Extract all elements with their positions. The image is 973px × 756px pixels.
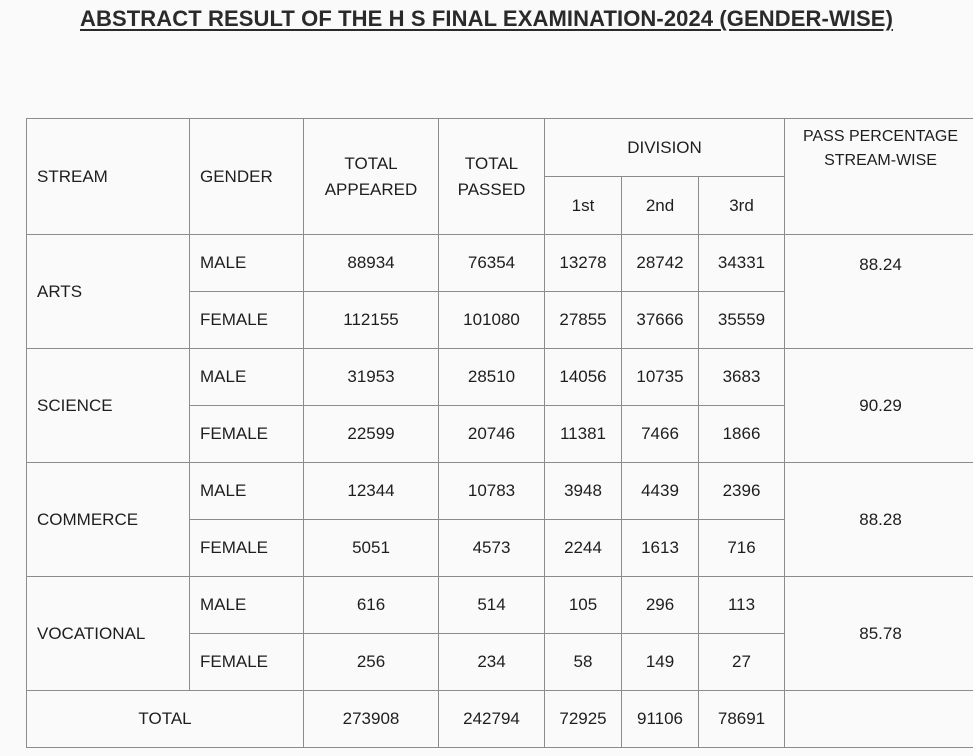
div-1st-cell: 14056 [545, 349, 622, 406]
appeared-cell: 22599 [304, 406, 439, 463]
total-row [27, 691, 973, 748]
div-2nd-cell: 28742 [622, 235, 699, 292]
appeared-cell: 5051 [304, 520, 439, 577]
appeared-cell: 616 [304, 577, 439, 634]
total-div-3rd: 78691 [699, 691, 785, 748]
div-1st-cell: 11381 [545, 406, 622, 463]
appeared-cell: 112155 [304, 292, 439, 349]
div-2nd-cell: 149 [622, 634, 699, 691]
div-1st-cell: 3948 [545, 463, 622, 520]
div-3rd-cell: 2396 [699, 463, 785, 520]
total-passed: 242794 [439, 691, 545, 748]
header-total-appeared [304, 119, 439, 235]
gender-cell: MALE [190, 577, 304, 634]
header-stream: STREAM [27, 119, 190, 235]
pass-percentage-vocational: 85.78 [785, 577, 973, 691]
gender-cell: FEMALE [190, 406, 304, 463]
gender-cell: MALE [190, 235, 304, 292]
gender-cell: FEMALE [190, 292, 304, 349]
div-2nd-cell: 4439 [622, 463, 699, 520]
stream-vocational: VOCATIONAL [27, 577, 190, 691]
header-pass-percentage-label: PASS PERCENTAGE STREAM-WISE [803, 128, 959, 169]
div-3rd-cell: 27 [699, 634, 785, 691]
div-3rd-cell: 3683 [699, 349, 785, 406]
div-2nd-cell: 10735 [622, 349, 699, 406]
div-3rd-cell: 1866 [699, 406, 785, 463]
header-total-appeared-label: TOTAL APPEARED [324, 153, 418, 199]
stream-arts: ARTS [27, 235, 190, 349]
header-total-passed-label: TOTAL PASSED [457, 153, 526, 199]
header-row [27, 119, 973, 177]
page-title: ABSTRACT RESULT OF THE H S FINAL EXAMINATION-2024 (GENDER-WISE) [80, 6, 893, 31]
table-row [27, 349, 973, 406]
div-2nd-cell: 7466 [622, 406, 699, 463]
header-total-passed [439, 119, 545, 235]
total-label: TOTAL [27, 691, 304, 748]
passed-cell: 234 [439, 634, 545, 691]
total-div-2nd: 91106 [622, 691, 699, 748]
div-3rd-cell: 34331 [699, 235, 785, 292]
appeared-cell: 12344 [304, 463, 439, 520]
div-1st-cell: 27855 [545, 292, 622, 349]
passed-cell: 514 [439, 577, 545, 634]
table-row [27, 463, 973, 520]
passed-cell: 76354 [439, 235, 545, 292]
table-row [27, 235, 973, 292]
appeared-cell: 88934 [304, 235, 439, 292]
div-1st-cell: 105 [545, 577, 622, 634]
total-appeared: 273908 [304, 691, 439, 748]
div-1st-cell: 2244 [545, 520, 622, 577]
gender-cell: FEMALE [190, 520, 304, 577]
passed-cell: 20746 [439, 406, 545, 463]
appeared-cell: 31953 [304, 349, 439, 406]
div-3rd-cell: 35559 [699, 292, 785, 349]
result-table [26, 118, 973, 748]
div-2nd-cell: 37666 [622, 292, 699, 349]
header-div-3rd: 3rd [699, 177, 785, 235]
table-row [27, 577, 973, 634]
passed-cell: 28510 [439, 349, 545, 406]
header-division: DIVISION [545, 119, 785, 177]
total-pass-percentage-empty [785, 691, 973, 748]
gender-cell: FEMALE [190, 634, 304, 691]
header-gender: GENDER [190, 119, 304, 235]
stream-science: SCIENCE [27, 349, 190, 463]
header-pass-percentage [785, 119, 973, 235]
div-2nd-cell: 1613 [622, 520, 699, 577]
pass-percentage-commerce: 88.28 [785, 463, 973, 577]
total-div-1st: 72925 [545, 691, 622, 748]
gender-cell: MALE [190, 463, 304, 520]
gender-cell: MALE [190, 349, 304, 406]
header-div-1st: 1st [545, 177, 622, 235]
passed-cell: 4573 [439, 520, 545, 577]
div-1st-cell: 13278 [545, 235, 622, 292]
appeared-cell: 256 [304, 634, 439, 691]
header-div-2nd: 2nd [622, 177, 699, 235]
passed-cell: 101080 [439, 292, 545, 349]
pass-percentage-science: 90.29 [785, 349, 973, 463]
div-1st-cell: 58 [545, 634, 622, 691]
pass-percentage-arts: 88.24 [785, 235, 973, 349]
passed-cell: 10783 [439, 463, 545, 520]
stream-commerce: COMMERCE [27, 463, 190, 577]
div-3rd-cell: 716 [699, 520, 785, 577]
div-3rd-cell: 113 [699, 577, 785, 634]
div-2nd-cell: 296 [622, 577, 699, 634]
